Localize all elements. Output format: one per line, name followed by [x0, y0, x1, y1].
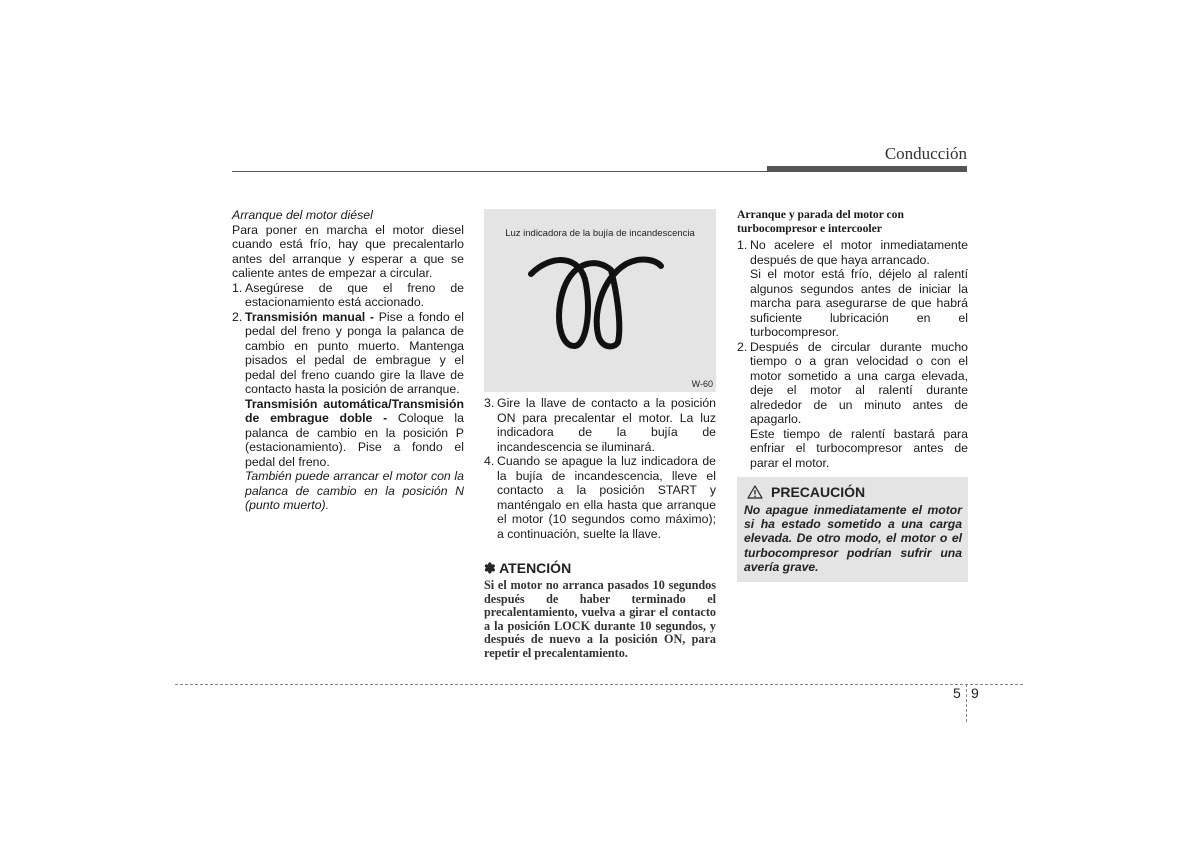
caution-body: No apague inmediatamente el motor si ha estado sometido a una carga elevada. De otro modo, el motor o el turbocompresor podrían sufrir una avería grave. [744, 503, 962, 574]
header-bar [767, 166, 967, 172]
turbo-heading: Arranque y parada del motor con turbocompresor e intercooler [737, 208, 904, 235]
list-item [232, 281, 464, 310]
column-3 [737, 208, 968, 470]
turbo-item-2-text: Después de circular durante mucho tiempo o a gran velocidad o con el motor sometido a una carga elevada, deje el motor al ralentí durante alrededor de un minuto antes de apagarlo. [750, 339, 968, 426]
list-number: 3. [484, 396, 495, 410]
list-item [484, 396, 716, 454]
step-3-text: Gire la llave de contacto a la posición ON para precalentar el motor. La luz indicadora de la bujía de incandescencia se iluminará. [497, 396, 716, 454]
turbo-item-2-note: Este tiempo de ralentí bastará para enfriar el turbocompresor antes de parar el motor. [750, 426, 968, 470]
list-item [737, 340, 968, 427]
glow-plug-indicator-icon [526, 254, 666, 354]
automatic-transmission-text: Coloque la palanca de cambio en la posición P (estacionamiento). Pise a fondo el pedal del freno. [245, 411, 465, 469]
attention-icon: ✽ [484, 560, 496, 576]
manual-transmission-text: Pise a fondo el pedal del freno y ponga la palanca de cambio en punto muerto. Mantenga pisados el pedal de embrague y el pedal del freno cuando gire la llave de contacto hasta la posición de arranque. [245, 309, 464, 396]
list-number: 1. [737, 238, 748, 252]
caution-box [737, 477, 968, 582]
list-number: 4. [484, 454, 495, 468]
list-number: 2. [737, 339, 748, 354]
footer-divider [966, 684, 967, 722]
list-number: 2. [232, 309, 243, 324]
column-1 [232, 208, 464, 513]
step-4-text: Cuando se apague la luz indicadora de la bujía de incandescencia, lleve el contacto a la posición START y manténgalo en ella hasta que arranque el motor (10 segundos como máximo); a continuación, suelte la llave. [497, 454, 716, 541]
neutral-note: También puede arrancar el motor con la palanca de cambio en la posición N (punto muerto). [245, 469, 464, 512]
section-number: 5 [953, 685, 961, 701]
list-item [232, 310, 464, 397]
automatic-transmission-label: Transmisión automática/Transmisión de embrague doble - [245, 396, 464, 425]
step-2-text [245, 310, 464, 397]
manual-transmission-label: Transmisión manual - [245, 309, 375, 324]
section-title: Conducción [884, 144, 967, 163]
column-2 [484, 396, 716, 541]
attention-body: Si el motor no arranca pasados 10 segundos después de haber terminado el precalentamiento, vuelva a girar el contacto a la posición LOCK durante 10 segundos, y después de nuevo a la posición ON, para repetir el precalentamiento. [484, 578, 716, 660]
step-1-text: Asegúrese de que el freno de estacionamiento está accionado. [245, 280, 464, 309]
caution-heading [747, 484, 865, 500]
glow-plug-figure [484, 209, 716, 392]
attention-title: ATENCIÓN [499, 560, 572, 576]
turbo-item-1-text: No acelere el motor inmediatamente después de que haya arrancado. [750, 238, 968, 267]
attention-heading [484, 560, 571, 577]
diesel-intro: Para poner en marcha el motor diesel cuando está frío, hay que precalentarlo antes del arranque y esperar a que se caliente antes de empezar a circular. [232, 222, 464, 280]
list-item [484, 454, 716, 541]
diesel-start-heading: Arranque del motor diésel [232, 208, 373, 222]
turbo-item-1-note: Si el motor está frío, déjelo al ralentí algunos segundos antes de iniciar la marcha para asegurarse de que habrá suficiente lubricación en el turbocompresor. [750, 267, 968, 339]
caution-title: PRECAUCIÓN [771, 484, 866, 500]
page-number: 9 [971, 685, 979, 701]
warning-triangle-icon [747, 485, 763, 499]
list-number: 1. [232, 280, 243, 295]
footer-rule [175, 684, 1023, 685]
figure-caption: Luz indicadora de la bujía de incandescencia [505, 228, 695, 239]
list-item [737, 238, 968, 267]
automatic-transmission-paragraph [232, 397, 464, 470]
figure-code: W-60 [691, 379, 713, 389]
